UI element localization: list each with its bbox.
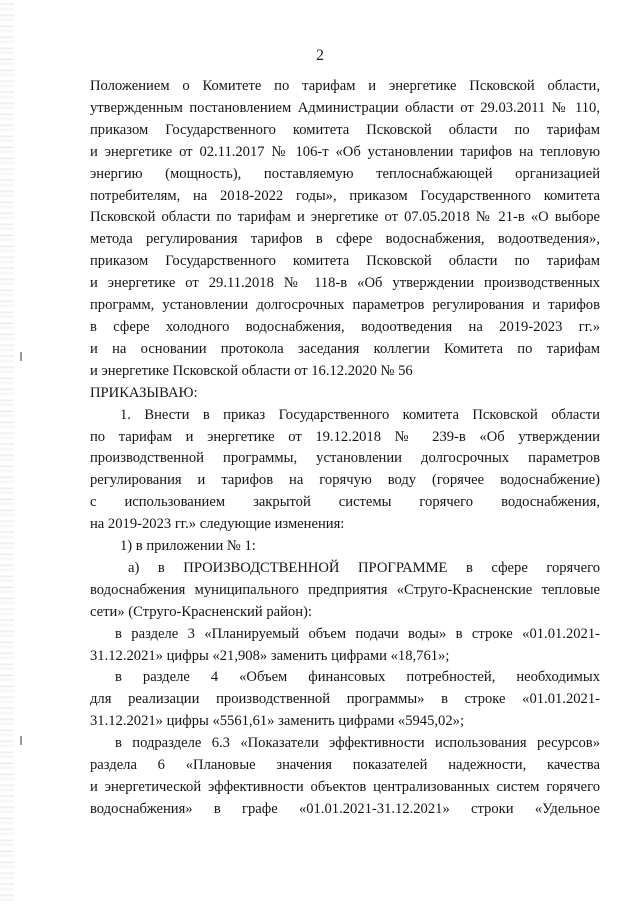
text-line: водоснабжения муниципального предприятия «Струго-Красненские тепловые xyxy=(90,581,600,598)
text-line: и на основании протокола заседания коллегии Комитета по тарифам xyxy=(90,340,600,357)
text-line: и энергетике от 02.11.2017 № 106-т «Об установлении тарифов на тепловую xyxy=(90,143,600,160)
text-line: производственной программы, установлении долгосрочных параметров xyxy=(90,450,600,467)
text-line: 31.12.2021» цифры «5561,61» заменить цифрами «5945,02»; xyxy=(90,713,464,730)
text-line: а) в ПРОИЗВОДСТВЕННОЙ ПРОГРАММЕ в сфере горячего xyxy=(128,559,600,576)
text-line: сети» (Струго-Красненский район): xyxy=(90,603,312,620)
text-line: для реализации производственной программы» в строке «01.01.2021- xyxy=(90,691,600,708)
text-line: в разделе 3 «Планируемый объем подачи воды» в строке «01.01.2021- xyxy=(115,625,600,642)
scan-edge-artifact xyxy=(0,0,14,905)
scan-mark xyxy=(20,736,22,745)
text-line: Положением о Комитете по тарифам и энергетике Псковской области, xyxy=(90,78,600,94)
scan-mark xyxy=(20,352,22,361)
text-line: приказом Государственного комитета Псковской области по тарифам xyxy=(90,253,600,270)
text-line: программ, установлении долгосрочных параметров регулирования и тарифов xyxy=(90,297,600,314)
text-line: раздела 6 «Плановые значения показателей надежности, качества xyxy=(90,757,600,774)
text-line: и энергетике Псковской области от 16.12.2020 № 56 xyxy=(90,362,413,379)
text-line: по тарифам и энергетике от 19.12.2018 № 239-в «Об утверждении xyxy=(90,428,600,445)
text-line: в сфере холодного водоснабжения, водоотведения на 2019-2023 гг.» xyxy=(90,318,600,335)
page-number: 2 xyxy=(316,47,324,64)
text-line: приказом Государственного комитета Псковской области по тарифам xyxy=(90,121,600,138)
text-line: 1. Внести в приказ Государственного комитета Псковской области xyxy=(120,406,600,423)
order-heading: ПРИКАЗЫВАЮ: xyxy=(90,384,198,401)
text-line: и энергетической эффективности объектов централизованных систем горячего xyxy=(90,779,600,795)
text-line: утвержденным постановлением Администрации области от 29.03.2011 № 110, xyxy=(90,99,600,116)
text-line: потребителям, на 2018-2022 годы», приказом Государственного комитета xyxy=(90,187,600,204)
document-body xyxy=(90,76,600,821)
text-line: и энергетике от 29.11.2018 № 118-в «Об утверждении производственных xyxy=(90,275,600,292)
text-line: на 2019-2023 гг.» следующие изменения: xyxy=(90,516,345,533)
text-line: 1) в приложении № 1: xyxy=(120,538,256,555)
text-line: энергию (мощность), поставляемую теплоснабжающей организацией xyxy=(90,165,600,182)
text-line: с использованием закрытой системы горячего водоснабжения, xyxy=(90,494,600,511)
text-line: водоснабжения» в графе «01.01.2021-31.12.2021» строки «Удельное xyxy=(90,800,600,817)
text-line: Псковской области по тарифам и энергетике от 07.05.2018 № 21-в «О выборе xyxy=(90,209,600,226)
text-line: регулирования и тарифов на горячую воду (горячее водоснабжение) xyxy=(90,472,600,489)
text-line: в подразделе 6.3 «Показатели эффективности использования ресурсов» xyxy=(115,735,600,752)
text-line: метода регулирования тарифов в сфере водоснабжения, водоотведения», xyxy=(90,231,600,248)
text-line: в разделе 4 «Объем финансовых потребностей, необходимых xyxy=(115,669,600,686)
text-line: 31.12.2021» цифры «21,908» заменить цифрами «18,761»; xyxy=(90,647,450,664)
